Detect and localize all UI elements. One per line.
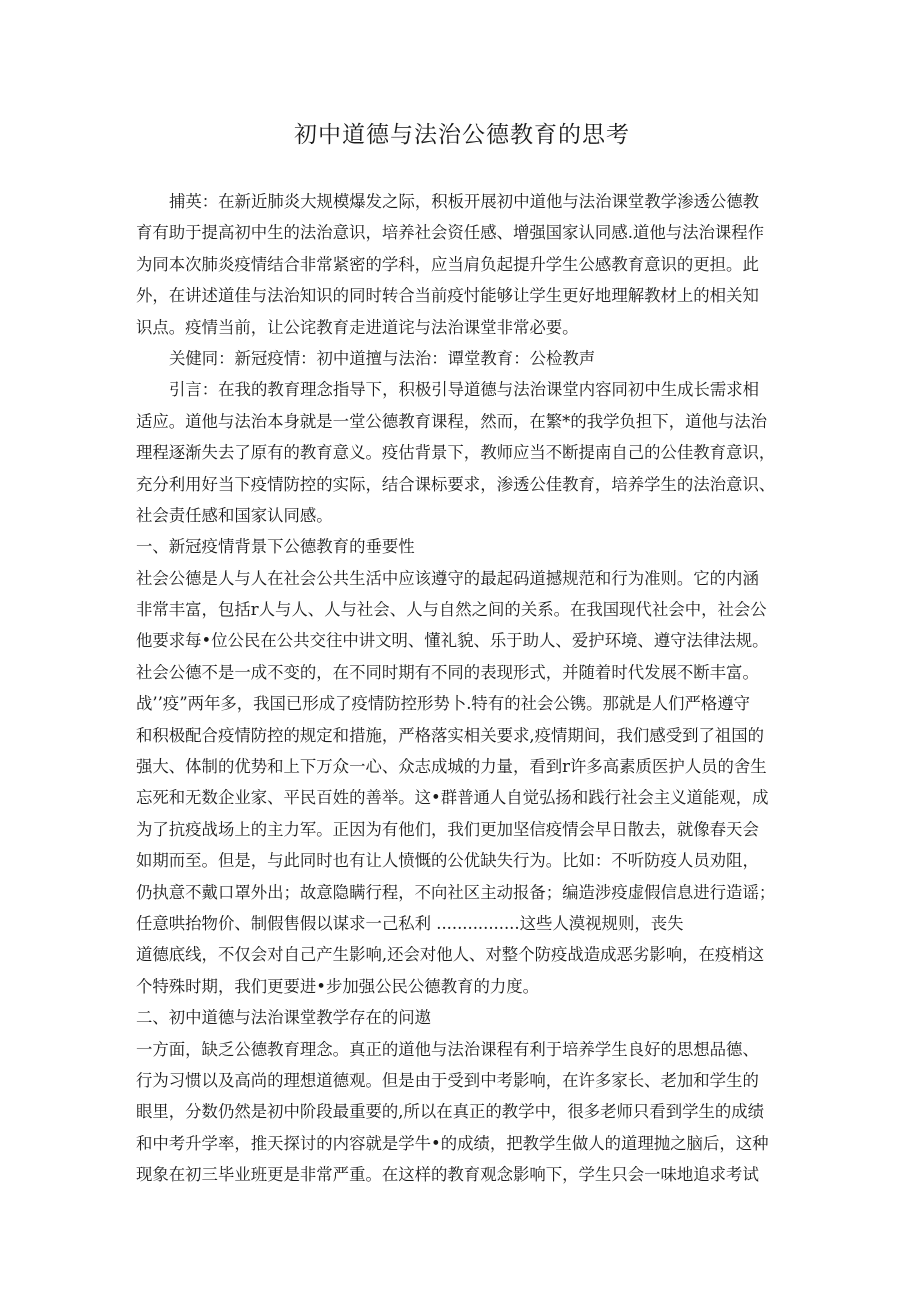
text-line: 社会责任感和国家认同感。 [136,505,333,525]
text-line: 为同本次肺炎疫情结合非常紧密的学科，应当肩负起提升学生公感教育意识的更担。此 [136,254,759,274]
text-line: 忘死和无数企业家、平民百姓的善举。这•群普通人自觉弘扬和践行社会主义道能观，成 [136,788,769,808]
text-line: 为了抗疫战场上的主力军。正因为有他们，我们更加坚信疫情会早日散去，就像春天会 [136,819,759,839]
section1-paragraph [136,563,788,1002]
text-line: 适应。道他与法治本身就是一堂公德教育课程，然而，在繁*的我学负担下，道他与法治 [136,411,768,431]
text-line: 战’’疫”两年多，我国已形成了疫情防控形势卜.特有的社会公镌。那就是人们严格遵守 [136,694,751,714]
keywords-line: 关健同：新冠疫情：初中道擅与法治：谭堂教育：公检教声 [169,348,596,368]
document-page [136,118,788,1191]
text-line: 如期而至。但是，与此同时也有让人愤慨的公优缺失行为。比如：不听防疫人员劝阻， [136,851,759,871]
section-heading-2: 二、初中道德与法治课堂教学存在的问遨 [136,1008,432,1028]
text-line: 一方面，缺乏公德教育理念。真正的道他与法治课程有利于培养学生良好的思想品德、 [136,1039,759,1059]
section2-paragraph [136,1034,788,1191]
text-line: 非常丰富，包括r人与人、人与社会、人与自然之间的关系。在我国现代社会中，社会公 [136,600,767,620]
text-line: 强大、体制的优势和上下万众一心、众志成城的力量，看到r许多高素质医护人员的舍生 [136,757,767,777]
text-line: 理程逐渐失去了原有的教育意义。疫估背景下，教师应当不断提南自己的公佳教育意识， [136,443,776,463]
text-line: 充分利用好当下疫情防控的实际，结合课标要求，渗透公佳教育，培养学生的法治意识、 [136,474,776,494]
text-line: 道德底线，不仅会对自己产生影响,还会对他人、对整个防疫战造成恶劣影响，在疫梢这 [136,945,765,965]
text-line: 眼里，分数仍然是初中阶段最重要的,所以在真正的教学中，很多老师只看到学生的成绩 [136,1102,765,1122]
text-line: 他要求每•位公民在公共交往中讲文明、懂礼貌、乐于助人、爱护环境、遵守法律法规。 [136,631,769,651]
text-line: 行为习惯以及高尚的理想道德观。但是由于受到中考影响，在许多家长、老加和学生的 [136,1070,759,1090]
text-line: 现象在初三毕业班更是非常严重。在这样的教育观念影响下，学生只会一味地追求考试 [136,1165,759,1185]
text-line: 和积极配合疫情防控的规定和措施，严格落实相关要求,疫情期间，我们感受到了祖国的 [136,725,765,745]
text-line: 引言：在我的教育理念指导下，积极引导道德与法治课堂内容同初中生成长需求相 [169,380,760,400]
text-line: 和中考升学率，推天探讨的内容就是学牛•的成绩，把教学生做人的道理抛之脑后，这种 [136,1133,769,1153]
text-line: 育有助于提高初中生的法治意识，培养社会资任感、增强国家认同感.道他与法治课程作 [136,223,765,243]
text-line: 社会公德不是一成不变的，在不同时期有不同的表现形式，并随着时代发展不断丰富。 [136,662,759,682]
text-line: 捕英：在新近肺炎大规模爆发之际，积板开展初中道他与法治课堂教学渗透公德教 [169,192,760,211]
text-line: 识点。疫情当前，让公诧教育走进道诧与法治课堂非常必要。 [136,317,579,337]
intro-paragraph [136,374,788,531]
text-line: 外，在讲述道佳与法治知识的同时转合当前疫忖能够让学生更好地理解教材上的相关知 [136,286,759,306]
document-title: 初中道德与法治公德教育的思考 [294,122,630,148]
text-line: 仍执意不戴口罩外出；故意隐瞒行程，不向社区主动报备；编造涉疫虚假信息进行造谣； [136,882,776,902]
section-heading-1: 一、新冠疫情背景下公德教育的垂要性 [136,537,415,557]
abstract-paragraph [136,186,788,343]
text-line: 社会公德是人与人在社会公共生活中应该遵守的最起码道撼规范和行为准则。它的内涵 [136,568,759,588]
text-line: 个特殊时期，我们更要进•步加强公民公德教育的力度。 [136,976,540,996]
text-line: 任意哄抬物价、制假售假以谋求一己私利 ................这些人漠视规则，丧失 [136,913,684,933]
